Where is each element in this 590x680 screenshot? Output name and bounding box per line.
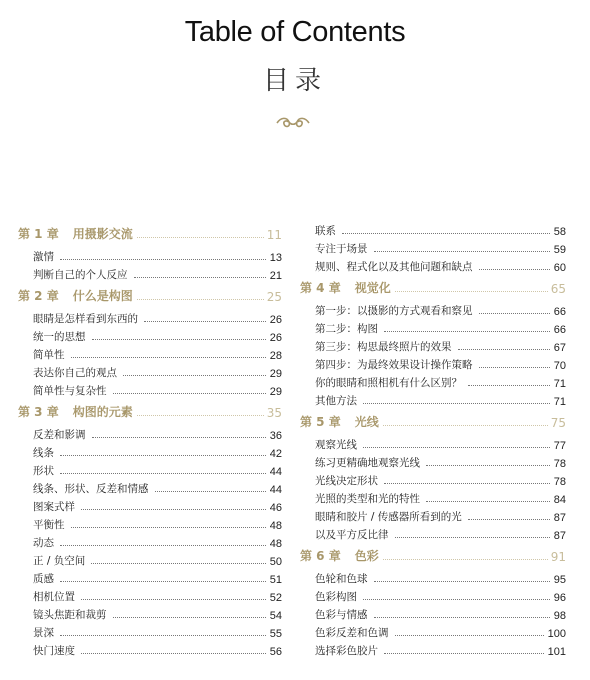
entry-title: 激情 bbox=[33, 251, 54, 263]
entry-title: 景深 bbox=[33, 627, 54, 639]
toc-entry[interactable] bbox=[300, 336, 566, 354]
toc-entry[interactable] bbox=[18, 514, 282, 532]
chapter-number: 第 4 章 bbox=[300, 281, 341, 295]
entry-title: 简单性与复杂性 bbox=[33, 385, 107, 397]
entry-page-number: 87 bbox=[553, 512, 566, 524]
toc-entry[interactable] bbox=[18, 604, 282, 622]
toc-entry[interactable] bbox=[18, 442, 282, 460]
entry-page-number: 98 bbox=[553, 610, 566, 622]
entry-page-number: 71 bbox=[553, 396, 566, 408]
entry-page-number: 71 bbox=[553, 378, 566, 390]
entry-title: 色彩与情感 bbox=[315, 609, 368, 621]
chapter-number: 第 1 章 bbox=[18, 227, 59, 241]
page-title-cn: 目录 bbox=[262, 66, 327, 96]
dot-leader bbox=[60, 259, 266, 260]
dot-leader bbox=[374, 251, 550, 252]
toc-entry[interactable] bbox=[300, 354, 566, 372]
entry-title: 光照的类型和光的特性 bbox=[315, 493, 420, 505]
chapter-title: 构图的元素 bbox=[72, 405, 133, 419]
toc-entry[interactable] bbox=[300, 372, 566, 390]
chapter-number: 第 3 章 bbox=[18, 405, 59, 419]
entry-title: 表达你自己的观点 bbox=[33, 367, 117, 379]
entry-title: 规则、程式化以及其他问题和缺点 bbox=[315, 261, 473, 273]
dot-leader bbox=[60, 473, 266, 474]
dot-leader bbox=[81, 653, 266, 654]
entry-title: 形状 bbox=[33, 465, 54, 477]
dot-leader bbox=[137, 415, 264, 416]
chapter-title: 视觉化 bbox=[354, 281, 391, 295]
dot-leader bbox=[71, 357, 266, 358]
toc-entry[interactable] bbox=[18, 246, 282, 264]
entry-page-number: 42 bbox=[269, 448, 282, 460]
entry-title: 以及平方反比律 bbox=[315, 529, 389, 541]
chapter-page-number: 35 bbox=[266, 406, 282, 420]
toc-entry[interactable] bbox=[300, 390, 566, 408]
dot-leader bbox=[60, 545, 266, 546]
entry-title: 图案式样 bbox=[33, 501, 75, 513]
dot-leader bbox=[81, 509, 266, 510]
entry-title: 色轮和色球 bbox=[315, 573, 368, 585]
dot-leader bbox=[426, 465, 550, 466]
entry-page-number: 95 bbox=[553, 574, 566, 586]
scroll-ornament-icon bbox=[273, 114, 313, 130]
dot-leader bbox=[395, 635, 544, 636]
toc-entry[interactable] bbox=[18, 362, 282, 380]
toc-entry[interactable] bbox=[300, 604, 566, 622]
entry-title: 正 / 负空间 bbox=[33, 555, 86, 567]
dot-leader bbox=[363, 599, 550, 600]
entry-page-number: 66 bbox=[553, 306, 566, 318]
entry-page-number: 84 bbox=[553, 494, 566, 506]
toc-entry[interactable] bbox=[300, 238, 566, 256]
dot-leader bbox=[395, 537, 550, 538]
entry-title: 专注于场景 bbox=[315, 243, 368, 255]
dot-leader bbox=[383, 559, 548, 560]
entry-page-number: 96 bbox=[553, 592, 566, 604]
dot-leader bbox=[137, 237, 264, 238]
dot-leader bbox=[384, 331, 550, 332]
dot-leader bbox=[71, 527, 266, 528]
entry-page-number: 26 bbox=[269, 332, 282, 344]
dot-leader bbox=[137, 299, 264, 300]
dot-leader bbox=[426, 501, 550, 502]
chapter-title: 什么是构图 bbox=[72, 289, 133, 303]
dot-leader bbox=[92, 339, 266, 340]
toc-entry[interactable] bbox=[300, 452, 566, 470]
dot-leader bbox=[383, 425, 548, 426]
dot-leader bbox=[374, 581, 550, 582]
chapter-number: 第 6 章 bbox=[300, 549, 341, 563]
entry-title: 质感 bbox=[33, 573, 54, 585]
chapter-title: 光线 bbox=[354, 415, 379, 429]
entry-page-number: 36 bbox=[269, 430, 282, 442]
entry-page-number: 60 bbox=[553, 262, 566, 274]
entry-title: 快门速度 bbox=[33, 645, 75, 657]
toc-entry[interactable] bbox=[300, 434, 566, 452]
chapter-number: 第 5 章 bbox=[300, 415, 341, 429]
entry-title: 眼睛和胶片 / 传感器所看到的光 bbox=[315, 511, 462, 523]
toc-entry[interactable] bbox=[18, 550, 282, 568]
toc-left-column bbox=[18, 220, 282, 658]
entry-page-number: 77 bbox=[553, 440, 566, 452]
entry-page-number: 101 bbox=[547, 646, 566, 658]
entry-page-number: 78 bbox=[553, 458, 566, 470]
entry-title: 联系 bbox=[315, 225, 336, 237]
entry-title: 判断自己的个人反应 bbox=[33, 269, 128, 281]
entry-title: 第二步：构图 bbox=[315, 323, 378, 335]
entry-title: 你的眼睛和照相机有什么区别？ bbox=[315, 377, 462, 389]
dot-leader bbox=[60, 581, 266, 582]
entry-page-number: 26 bbox=[269, 314, 282, 326]
toc-entry[interactable] bbox=[300, 506, 566, 524]
toc-entry[interactable] bbox=[300, 622, 566, 640]
toc-entry[interactable] bbox=[300, 220, 566, 238]
entry-page-number: 67 bbox=[553, 342, 566, 354]
entry-page-number: 54 bbox=[269, 610, 282, 622]
entry-title: 第三步：构思最终照片的效果 bbox=[315, 341, 452, 353]
entry-page-number: 59 bbox=[553, 244, 566, 256]
entry-page-number: 50 bbox=[269, 556, 282, 568]
toc-chapter-heading[interactable] bbox=[300, 546, 566, 564]
toc-entry[interactable] bbox=[18, 460, 282, 478]
entry-page-number: 29 bbox=[269, 386, 282, 398]
entry-title: 第四步：为最终效果设计操作策略 bbox=[315, 359, 473, 371]
toc-entry[interactable] bbox=[18, 424, 282, 442]
entry-title: 第一步：以摄影的方式观看和察见 bbox=[315, 305, 473, 317]
entry-page-number: 51 bbox=[269, 574, 282, 586]
chapter-title: 色彩 bbox=[354, 549, 379, 563]
dot-leader bbox=[363, 447, 550, 448]
toc-entry[interactable] bbox=[300, 318, 566, 336]
entry-page-number: 48 bbox=[269, 520, 282, 532]
toc-entry[interactable] bbox=[18, 586, 282, 604]
entry-page-number: 87 bbox=[553, 530, 566, 542]
entry-title: 光线决定形状 bbox=[315, 475, 378, 487]
toc-right-column bbox=[300, 220, 566, 658]
toc-entry[interactable] bbox=[18, 308, 282, 326]
entry-title: 色彩反差和色调 bbox=[315, 627, 389, 639]
toc-entry[interactable] bbox=[18, 478, 282, 496]
entry-title: 简单性 bbox=[33, 349, 65, 361]
entry-page-number: 56 bbox=[269, 646, 282, 658]
dot-leader bbox=[363, 403, 550, 404]
toc-entry[interactable] bbox=[300, 256, 566, 274]
toc-entry[interactable] bbox=[18, 640, 282, 658]
dot-leader bbox=[113, 617, 266, 618]
dot-leader bbox=[144, 321, 266, 322]
toc-entry[interactable] bbox=[300, 488, 566, 506]
dot-leader bbox=[384, 483, 550, 484]
entry-page-number: 44 bbox=[269, 466, 282, 478]
toc-chapter-heading[interactable] bbox=[300, 412, 566, 430]
toc-entry[interactable] bbox=[18, 532, 282, 550]
chapter-number: 第 2 章 bbox=[18, 289, 59, 303]
dot-leader bbox=[384, 653, 544, 654]
toc-chapter-heading[interactable] bbox=[18, 286, 282, 304]
toc-entry[interactable] bbox=[18, 568, 282, 586]
dot-leader bbox=[479, 269, 550, 270]
chapter-page-number: 91 bbox=[550, 550, 566, 564]
dot-leader bbox=[81, 599, 266, 600]
entry-page-number: 29 bbox=[269, 368, 282, 380]
entry-title: 色彩构图 bbox=[315, 591, 357, 603]
entry-title: 练习更精确地观察光线 bbox=[315, 457, 420, 469]
entry-title: 平衡性 bbox=[33, 519, 65, 531]
entry-page-number: 44 bbox=[269, 484, 282, 496]
toc-entry[interactable] bbox=[18, 496, 282, 514]
entry-page-number: 58 bbox=[553, 226, 566, 238]
dot-leader bbox=[134, 277, 266, 278]
entry-page-number: 70 bbox=[553, 360, 566, 372]
entry-title: 相机位置 bbox=[33, 591, 75, 603]
dot-leader bbox=[479, 313, 550, 314]
chapter-page-number: 11 bbox=[266, 228, 282, 242]
dot-leader bbox=[395, 291, 548, 292]
dot-leader bbox=[91, 563, 266, 564]
dot-leader bbox=[155, 491, 266, 492]
dot-leader bbox=[92, 437, 266, 438]
entry-page-number: 66 bbox=[553, 324, 566, 336]
entry-title: 眼睛是怎样看到东西的 bbox=[33, 313, 138, 325]
dot-leader bbox=[342, 233, 550, 234]
toc-chapter-heading[interactable] bbox=[18, 402, 282, 420]
toc-entry[interactable] bbox=[18, 380, 282, 398]
chapter-page-number: 75 bbox=[550, 416, 566, 430]
dot-leader bbox=[479, 367, 550, 368]
toc-entry[interactable] bbox=[300, 586, 566, 604]
entry-page-number: 21 bbox=[269, 270, 282, 282]
toc-entry[interactable] bbox=[18, 326, 282, 344]
toc-entry[interactable] bbox=[300, 524, 566, 542]
entry-page-number: 52 bbox=[269, 592, 282, 604]
dot-leader bbox=[458, 349, 550, 350]
toc-entry[interactable] bbox=[300, 300, 566, 318]
chapter-page-number: 65 bbox=[550, 282, 566, 296]
entry-page-number: 28 bbox=[269, 350, 282, 362]
toc-entry[interactable] bbox=[18, 622, 282, 640]
dot-leader bbox=[60, 455, 266, 456]
dot-leader bbox=[468, 519, 550, 520]
page-title-en: Table of Contents bbox=[184, 16, 406, 48]
toc-entry[interactable] bbox=[18, 344, 282, 362]
toc-entry[interactable] bbox=[18, 264, 282, 282]
entry-title: 线条、形状、反差和情感 bbox=[33, 483, 149, 495]
toc-entry[interactable] bbox=[300, 470, 566, 488]
chapter-page-number: 25 bbox=[266, 290, 282, 304]
entry-page-number: 55 bbox=[269, 628, 282, 640]
entry-title: 其他方法 bbox=[315, 395, 357, 407]
entry-page-number: 100 bbox=[547, 628, 566, 640]
dot-leader bbox=[60, 635, 266, 636]
dot-leader bbox=[374, 617, 550, 618]
entry-title: 统一的思想 bbox=[33, 331, 86, 343]
toc-chapter-heading[interactable] bbox=[300, 278, 566, 296]
entry-page-number: 48 bbox=[269, 538, 282, 550]
entry-title: 线条 bbox=[33, 447, 54, 459]
toc-entry[interactable] bbox=[300, 568, 566, 586]
entry-page-number: 78 bbox=[553, 476, 566, 488]
toc-chapter-heading[interactable] bbox=[18, 224, 282, 242]
entry-title: 动态 bbox=[33, 537, 54, 549]
entry-title: 反差和影调 bbox=[33, 429, 86, 441]
entry-title: 观察光线 bbox=[315, 439, 357, 451]
entry-title: 选择彩色胶片 bbox=[315, 645, 378, 657]
entry-page-number: 46 bbox=[269, 502, 282, 514]
dot-leader bbox=[123, 375, 266, 376]
entry-page-number: 13 bbox=[269, 252, 282, 264]
dot-leader bbox=[468, 385, 550, 386]
entry-title: 镜头焦距和裁剪 bbox=[33, 609, 107, 621]
toc-entry[interactable] bbox=[300, 640, 566, 658]
chapter-title: 用摄影交流 bbox=[72, 227, 133, 241]
dot-leader bbox=[113, 393, 266, 394]
